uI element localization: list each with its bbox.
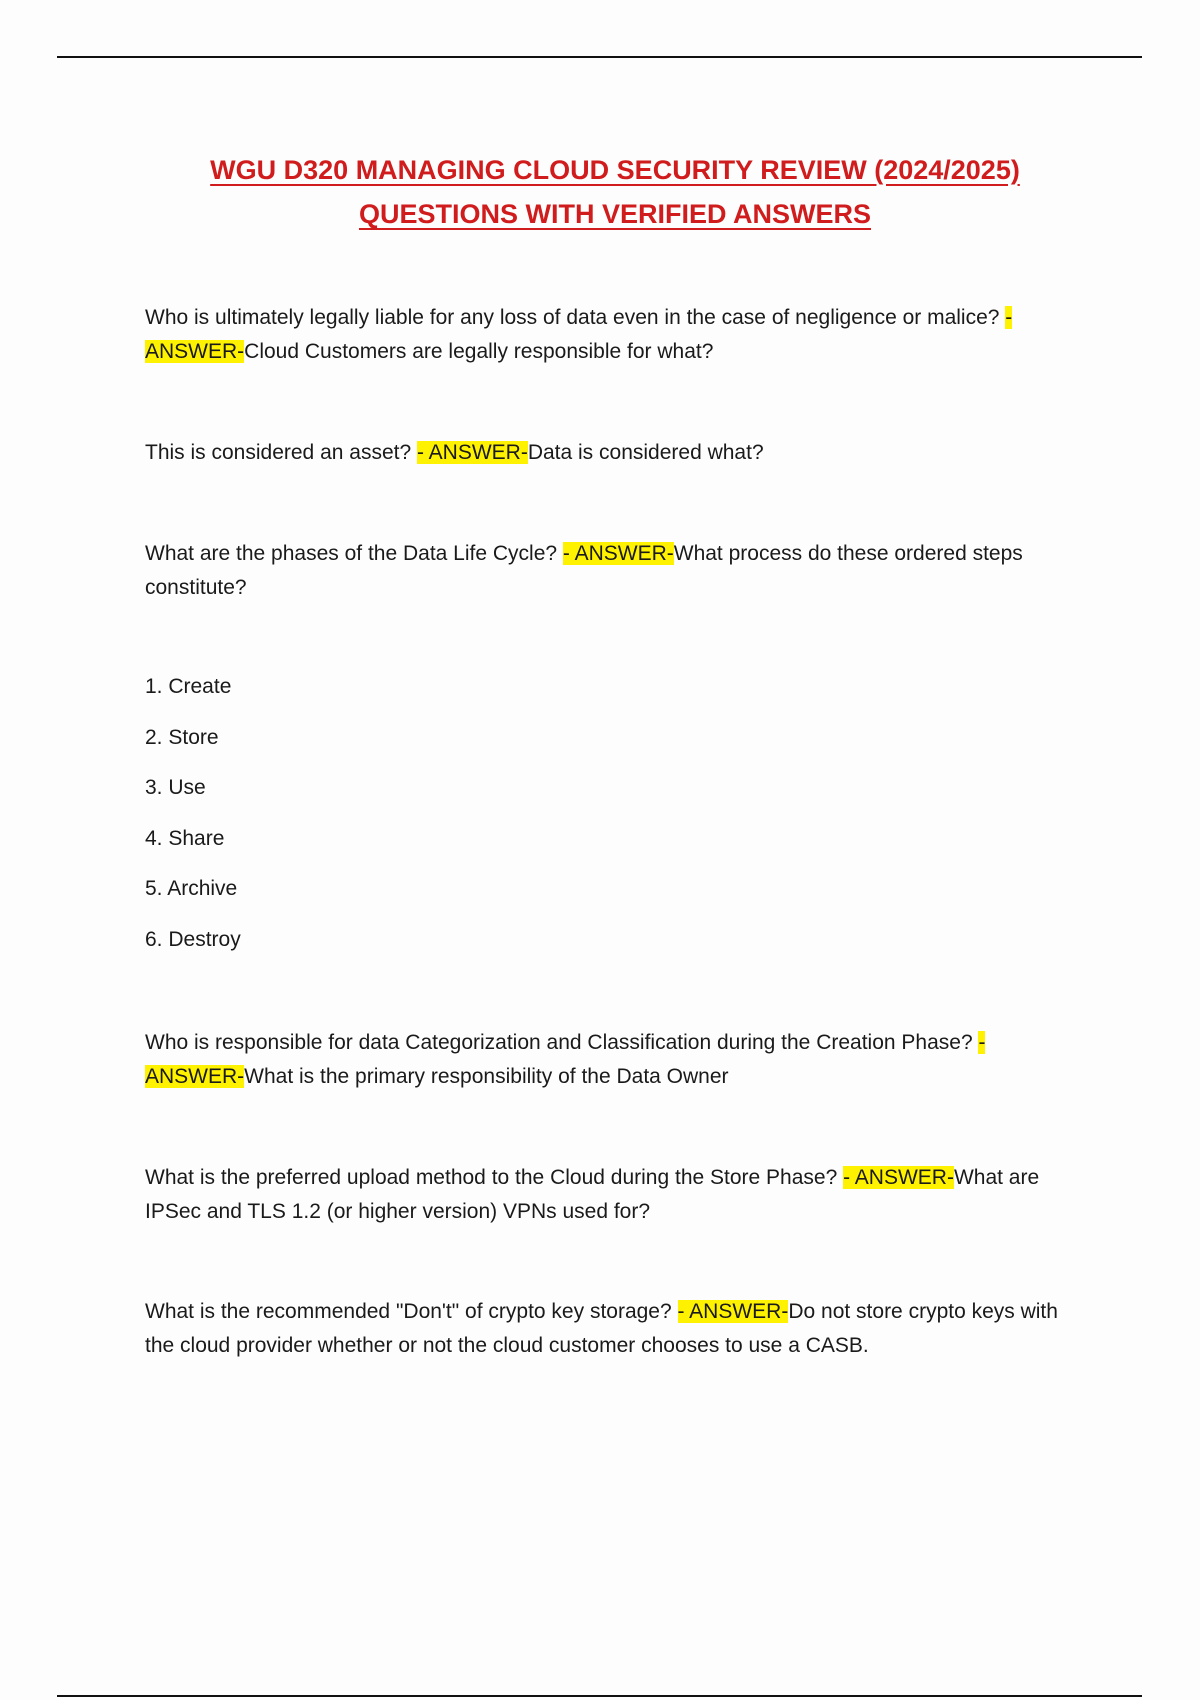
- answer-marker: - ANSWER-: [145, 306, 1013, 363]
- title-line-2: QUESTIONS WITH VERIFIED ANSWERS: [358, 199, 872, 229]
- answer-marker: - ANSWER-: [145, 1031, 986, 1088]
- question-text: What are the phases of the Data Life Cycle?: [145, 542, 563, 565]
- top-rule: [57, 56, 1142, 58]
- document-title: [145, 148, 1085, 236]
- question-text: What is the recommended "Don't" of crypto key storage?: [145, 1300, 678, 1323]
- answer-marker: - ANSWER-: [562, 542, 674, 565]
- qa-item-3: [145, 537, 1085, 605]
- list-item: 4. Share: [145, 826, 225, 850]
- qa-item-2: [145, 436, 1085, 470]
- qa-item-5: [145, 1161, 1085, 1229]
- answer-marker: - ANSWER-: [843, 1166, 954, 1189]
- qa-item-4: [145, 1026, 1085, 1094]
- list-item: 2. Store: [145, 725, 219, 749]
- answer-text: What process do these ordered steps constitute?: [145, 542, 1023, 599]
- question-text: Who is responsible for data Categorization and Classification during the Creation Phase?: [145, 1031, 979, 1054]
- answer-text: What is the primary responsibility of the Data Owner: [244, 1065, 729, 1088]
- qa-item-1: [145, 301, 1085, 369]
- list-item: 3. Use: [145, 776, 206, 799]
- answer-text: Data is considered what?: [527, 441, 764, 464]
- answer-marker: - ANSWER-: [677, 1300, 789, 1323]
- question-text: This is considered an asset?: [145, 441, 417, 464]
- title-line-1: WGU D320 MANAGING CLOUD SECURITY REVIEW (2024/2025): [210, 155, 1020, 185]
- list-item: 1. Create: [145, 675, 232, 698]
- lifecycle-steps-list: [145, 670, 241, 973]
- list-item: 5. Archive: [145, 877, 238, 900]
- answer-text: Do not store crypto keys with the cloud provider whether or not the cloud customer chooses to use a CASB.: [145, 1300, 1058, 1357]
- question-text: What is the preferred upload method to the Cloud during the Store Phase?: [145, 1166, 844, 1189]
- bottom-rule: [57, 1695, 1142, 1697]
- answer-marker: - ANSWER-: [416, 441, 528, 464]
- answer-text: Cloud Customers are legally responsible for what?: [244, 340, 714, 363]
- question-text: Who is ultimately legally liable for any loss of data even in the case of negligence or malice?: [145, 306, 1006, 329]
- qa-item-6: [145, 1295, 1085, 1363]
- list-item: 6. Destroy: [145, 927, 241, 951]
- answer-text: What are IPSec and TLS 1.2 (or higher version) VPNs used for?: [145, 1166, 1040, 1223]
